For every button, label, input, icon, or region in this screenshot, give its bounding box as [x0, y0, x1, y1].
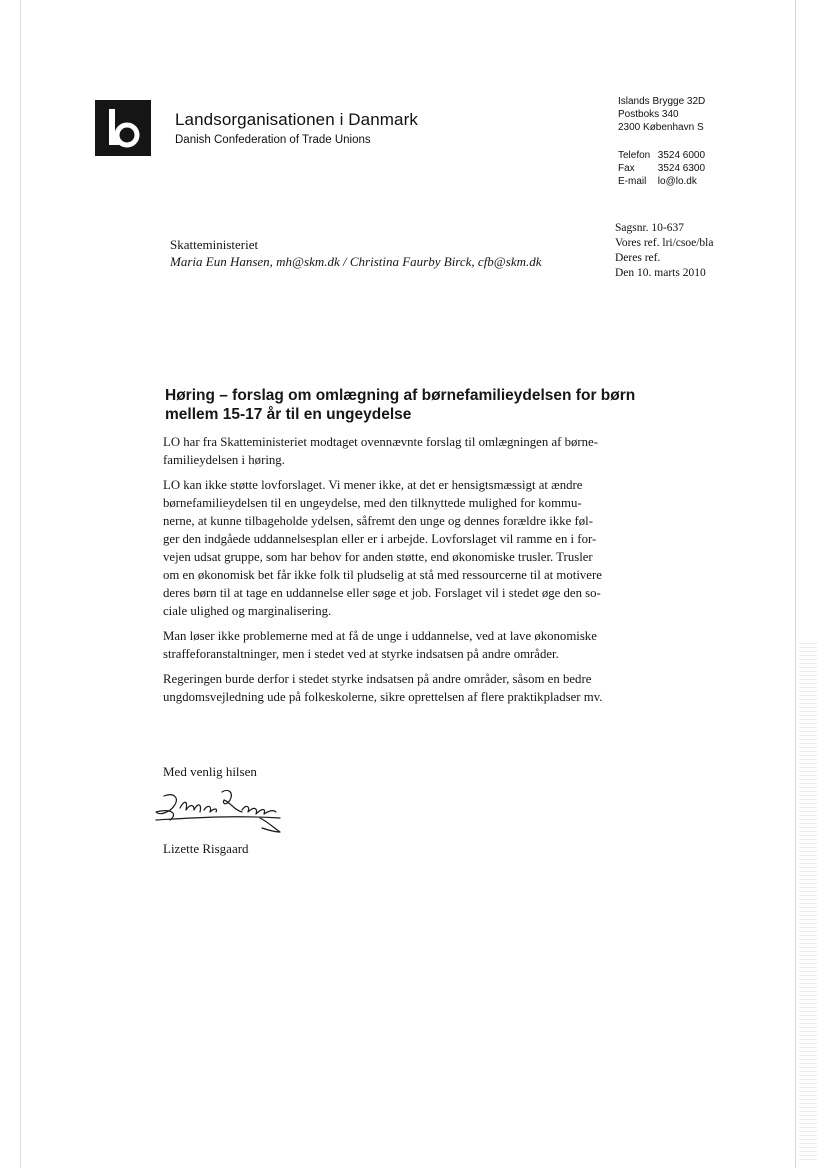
- subject-line: mellem 15-17 år til en ungeydelse: [165, 406, 412, 423]
- lo-logo: [95, 100, 151, 156]
- recipient-contacts: Maria Eun Hansen, mh@skm.dk / Christina Faurby Birck, cfb@skm.dk: [170, 254, 542, 269]
- phone-label: Telefon: [618, 150, 651, 161]
- body-line: familieydelsen i høring.: [163, 453, 285, 467]
- subject-line: Høring – forslag om omlægning af børnefamilieydelsen for børn: [165, 387, 636, 404]
- body-line: ungdomsvejledning ude på folkeskolerne, sikre oprettelsen af flere praktikpladser mv.: [163, 690, 603, 704]
- body-line: børnefamilieydelsen til en ungeydelse, med den tilknyttede mulighed for kommu-: [163, 496, 582, 510]
- contact-block: [618, 95, 705, 188]
- body-line: deres børn til at tage en uddannelse eller søge et job. Forslaget vil i stedet øge den so-: [163, 586, 601, 600]
- paragraph-3: [163, 627, 663, 663]
- fax-label: Fax: [618, 163, 635, 174]
- address-line: Postboks 340: [618, 109, 679, 120]
- body-line: Man løser ikke problemerne med at få de unge i uddannelse, ved at lave økonomiske: [163, 629, 597, 643]
- body-line: straffeforanstaltninger, men i stedet ved at styrke indsatsen på andre områder.: [163, 647, 559, 661]
- scan-edge-right: [795, 0, 796, 1168]
- letter-body: [163, 433, 663, 713]
- letterhead: [175, 110, 418, 146]
- recipient-organisation: Skatteministeriet: [170, 237, 259, 252]
- recipient-block: [170, 236, 542, 270]
- body-line: om en økonomisk bet får ikke folk til pludselig at stå med ressourcerne til at motivere: [163, 568, 602, 582]
- body-line: ciale ulighed og marginalisering.: [163, 604, 332, 618]
- email-label: E-mail: [618, 176, 647, 187]
- body-line: ger den indgåede uddannelsesplan eller er i arbejde. Lovforslaget vil ramme en i for-: [163, 532, 597, 546]
- closing-salutation: Med venlig hilsen: [163, 764, 257, 779]
- body-line: LO kan ikke støtte lovforslaget. Vi mener ikke, at det er hensigtsmæssigt at ændre: [163, 478, 583, 492]
- body-line: Regeringen burde derfor i stedet styrke indsatsen på andre områder, såsom en bedre: [163, 672, 592, 686]
- organisation-name: Landsorganisationen i Danmark: [175, 110, 418, 129]
- address-line: 2300 København S: [618, 122, 704, 133]
- body-line: nerne, at kunne tilbageholde ydelsen, såfremt den unge og dennes forældre ikke føl-: [163, 514, 593, 528]
- fax-value: 3524 6300: [657, 163, 706, 174]
- scan-edge-left: [20, 0, 21, 1168]
- fax-row: [618, 162, 705, 175]
- body-line: vejen udsat gruppe, som har behov for anden støtte, end økonomiske trusler. Trusler: [163, 550, 593, 564]
- handwritten-signature: [150, 782, 295, 842]
- paragraph-4: [163, 670, 663, 706]
- paragraph-2: [163, 476, 663, 620]
- letter-date: Den 10. marts 2010: [615, 267, 706, 279]
- letter-subject: [165, 386, 665, 424]
- phone-row: [618, 149, 705, 162]
- our-reference: Vores ref. lri/csoe/bla: [615, 237, 714, 249]
- organisation-name-english: Danish Confederation of Trade Unions: [175, 134, 371, 146]
- email-value: lo@lo.dk: [657, 176, 697, 187]
- body-line: LO har fra Skatteministeriet modtaget ovennævnte forslag til omlægningen af børne-: [163, 435, 598, 449]
- phone-value: 3524 6000: [657, 150, 706, 161]
- email-row: [618, 175, 705, 188]
- signer-name: Lizette Risgaard: [163, 841, 249, 856]
- address-line: Islands Brygge 32D: [618, 96, 706, 107]
- scan-grain: [799, 640, 817, 1160]
- paragraph-1: [163, 433, 663, 469]
- case-number: Sagsnr. 10-637: [615, 222, 684, 234]
- your-reference: Deres ref.: [615, 252, 661, 264]
- reference-block: [615, 221, 713, 281]
